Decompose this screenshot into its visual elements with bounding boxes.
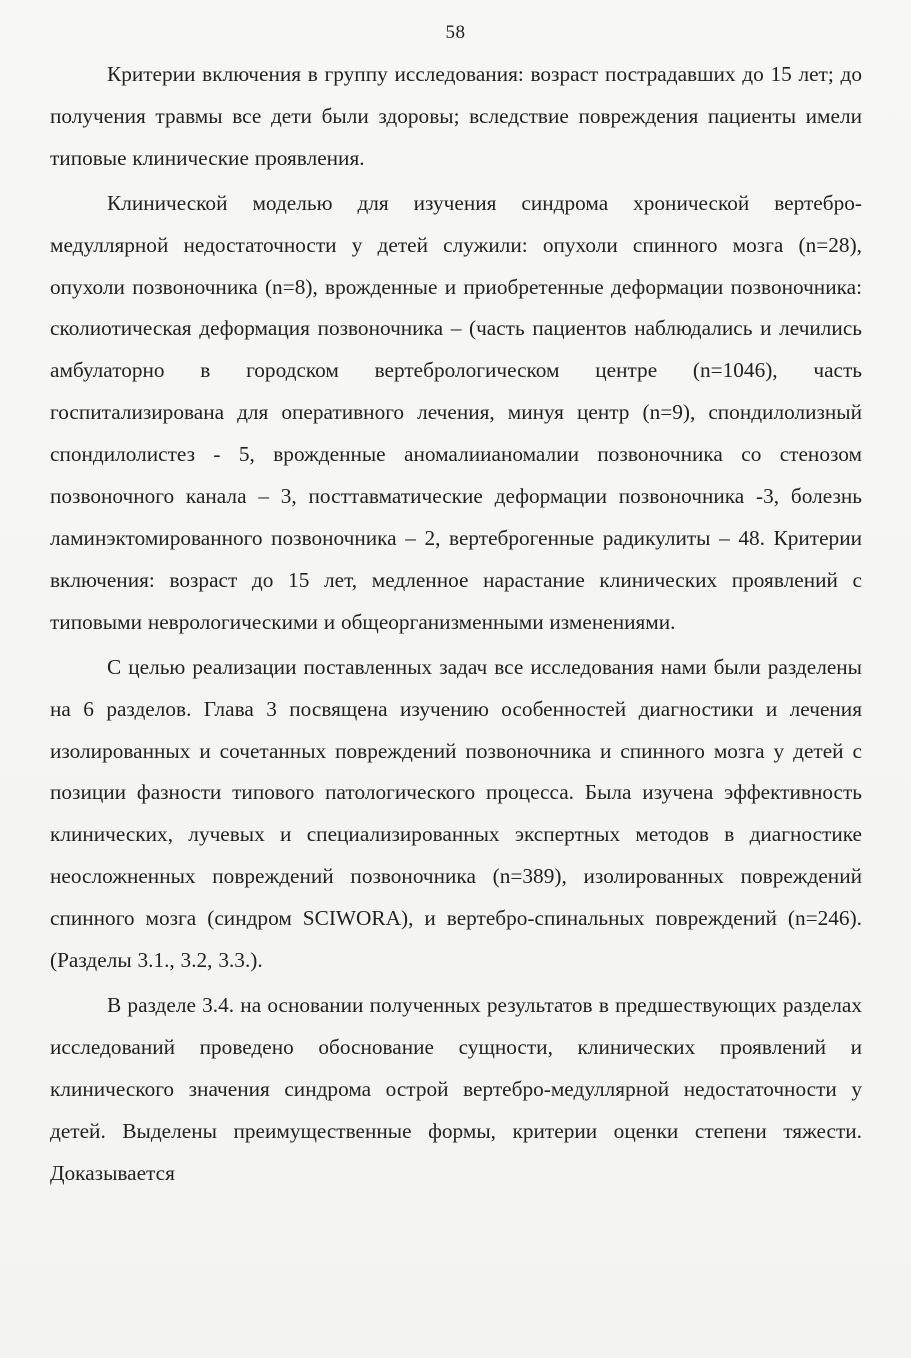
body-text	[50, 54, 862, 1194]
paragraph-inclusion-criteria: Критерии включения в группу исследования: возраст пострадавших до 15 лет; до получения травмы все дети были здоровы; вследствие повреждения пациенты имели типовые клинические проявления.	[50, 62, 862, 170]
paragraph-research-sections: С целью реализации поставленных задач все исследования нами были разделены на 6 разделов. Глава 3 посвящена изучению особенностей диагностики и лечения изолированных и сочетанных повреждений позвоночника и спинного мозга у детей с позиции фазности типового патологического процесса. Была изучена эффективность клинических, лучевых и специализированных экспертных методов в диагностике неосложненных повреждений позвоночника (n=389), изолированных повреждений спинного мозга (синдром SCIWORA), и вертебро-спинальных повреждений (n=246). (Разделы 3.1., 3.2, 3.3.).	[50, 654, 862, 973]
page-number: 58	[445, 22, 466, 43]
paragraph-clinical-model: Клинической моделью для изучения синдрома хронической вертебро-медуллярной недостаточности у детей служили: опухоли спинного мозга (n=28), опухоли позвоночника (n=8), врожденные и приобретенные деформации позвоночника: сколиотическая деформация позвоночника – (часть пациентов наблюдались и лечились амбулаторно в городском вертебрологическом центре (n=1046), часть госпитализирована для оперативного лечения, минуя центр (n=9), спондилолизный спондилолистез - 5, врожденные аномалиианомалии позвоночника со стенозом позвоночного канала – 3, посттавматические деформации позвоночника -3, болезнь ламинэктомированного позвоночника – 2, вертеброгенные радикулиты – 48. Критерии включения: возраст до 15 лет, медленное нарастание клинических проявлений с типовыми неврологическими и общеорганизменными изменениями.	[50, 190, 862, 634]
paragraph-section-3-4: В разделе 3.4. на основании полученных результатов в предшествующих разделах исследований проведено обоснование сущности, клинических проявлений и клинического значения синдрома острой вертебро-медуллярной недостаточности у детей. Выделены преимущественные формы, критерии оценки степени тяжести. Доказывается	[50, 992, 862, 1185]
